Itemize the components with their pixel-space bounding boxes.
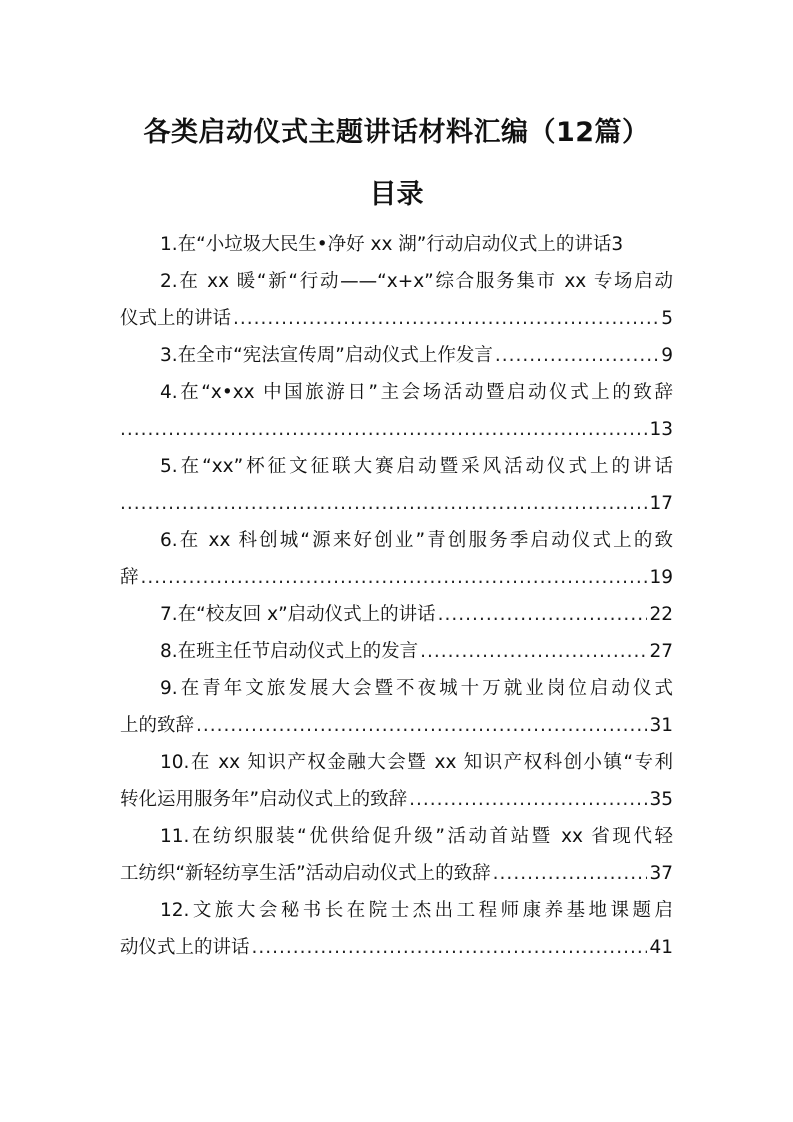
dot-leader bbox=[196, 707, 647, 744]
toc-entry-page: 22 bbox=[649, 604, 673, 625]
toc-entry-page: 17 bbox=[649, 493, 673, 514]
toc-entry-title: 8.在班主任节启动仪式上的发言 bbox=[160, 641, 419, 662]
toc-entry-title: 7.在“校友回 x”启动仪式上的讲话 bbox=[160, 604, 436, 625]
toc-entry-2[interactable] bbox=[120, 263, 673, 337]
toc-entry-page: 41 bbox=[649, 937, 673, 958]
toc-entry-title: 11.在纺织服装“优供给促升级”活动首站暨 xx 省现代轻 bbox=[160, 826, 673, 847]
toc-entry-title: 10.在 xx 知识产权金融大会暨 xx 知识产权科创小镇“专利 bbox=[160, 752, 673, 773]
dot-leader bbox=[120, 411, 647, 448]
toc-entry-page: 5 bbox=[661, 308, 673, 329]
toc-entry-title-cont: 上的致辞 bbox=[120, 715, 195, 736]
toc-entry-title-cont: 辞 bbox=[120, 567, 139, 588]
toc-entry-title-cont: 转化运用服务年”启动仪式上的致辞 bbox=[120, 789, 408, 810]
toc-entry-5[interactable] bbox=[120, 448, 673, 522]
toc-entry-page: 35 bbox=[649, 789, 673, 810]
toc-entry-page: 3 bbox=[611, 234, 624, 255]
toc-entry-title: 2.在 xx 暖“新“行动——“x+x”综合服务集市 xx 专场启动 bbox=[160, 271, 673, 292]
toc-entry-title: 1.在“小垃圾大民生•净好 xx 湖”行动启动仪式上的讲话 bbox=[160, 234, 612, 255]
dot-leader bbox=[493, 855, 648, 892]
toc-entry-7[interactable] bbox=[120, 596, 673, 633]
toc-entry-8[interactable] bbox=[120, 633, 673, 670]
dot-leader bbox=[141, 559, 648, 596]
dot-leader bbox=[495, 337, 659, 374]
toc-entry-title: 9.在青年文旅发展大会暨不夜城十万就业岗位启动仪式 bbox=[160, 678, 673, 699]
toc-entry-page: 37 bbox=[649, 863, 673, 884]
toc-entry-page: 31 bbox=[649, 715, 673, 736]
toc-entry-9[interactable] bbox=[120, 670, 673, 744]
toc-entry-3[interactable] bbox=[120, 337, 673, 374]
toc-entry-title: 3.在全市“宪法宣传周”启动仪式上作发言 bbox=[160, 345, 493, 366]
toc-heading: 目录 bbox=[369, 179, 424, 210]
dot-leader bbox=[233, 300, 659, 337]
toc-entry-title: 12.文旅大会秘书长在院士杰出工程师康养基地课题启 bbox=[160, 900, 673, 921]
dot-leader bbox=[120, 485, 647, 522]
dot-leader bbox=[420, 633, 647, 670]
toc-entry-page: 27 bbox=[649, 641, 673, 662]
dot-leader bbox=[409, 781, 647, 818]
dot-leader bbox=[438, 596, 648, 633]
toc-entry-11[interactable] bbox=[120, 818, 673, 892]
toc-entry-title-cont: 仪式上的讲话 bbox=[120, 308, 232, 329]
toc-entry-title: 6.在 xx 科创城“源来好创业”青创服务季启动仪式上的致 bbox=[160, 530, 673, 551]
toc-entry-6[interactable] bbox=[120, 522, 673, 596]
toc-entry-page: 9 bbox=[661, 345, 673, 366]
table-of-contents bbox=[120, 226, 673, 966]
document-title: 各类启动仪式主题讲话材料汇编（12篇） bbox=[143, 117, 650, 148]
toc-entry-12[interactable] bbox=[120, 892, 673, 966]
toc-entry-page: 13 bbox=[649, 419, 673, 440]
dot-leader bbox=[252, 929, 648, 966]
toc-entry-title: 4.在“x•xx 中国旅游日”主会场活动暨启动仪式上的致辞 bbox=[160, 382, 673, 403]
toc-entry-4[interactable] bbox=[120, 374, 673, 448]
toc-entry-title: 5.在“xx”杯征文征联大赛启动暨采风活动仪式上的讲话 bbox=[160, 456, 673, 477]
toc-entry-10[interactable] bbox=[120, 744, 673, 818]
toc-entry-title-cont: 动仪式上的讲话 bbox=[120, 937, 250, 958]
toc-entry-1[interactable] bbox=[120, 226, 673, 263]
toc-entry-title-cont: 工纺织“新轻纺享生活”活动启动仪式上的致辞 bbox=[120, 863, 491, 884]
toc-entry-page: 19 bbox=[649, 567, 673, 588]
